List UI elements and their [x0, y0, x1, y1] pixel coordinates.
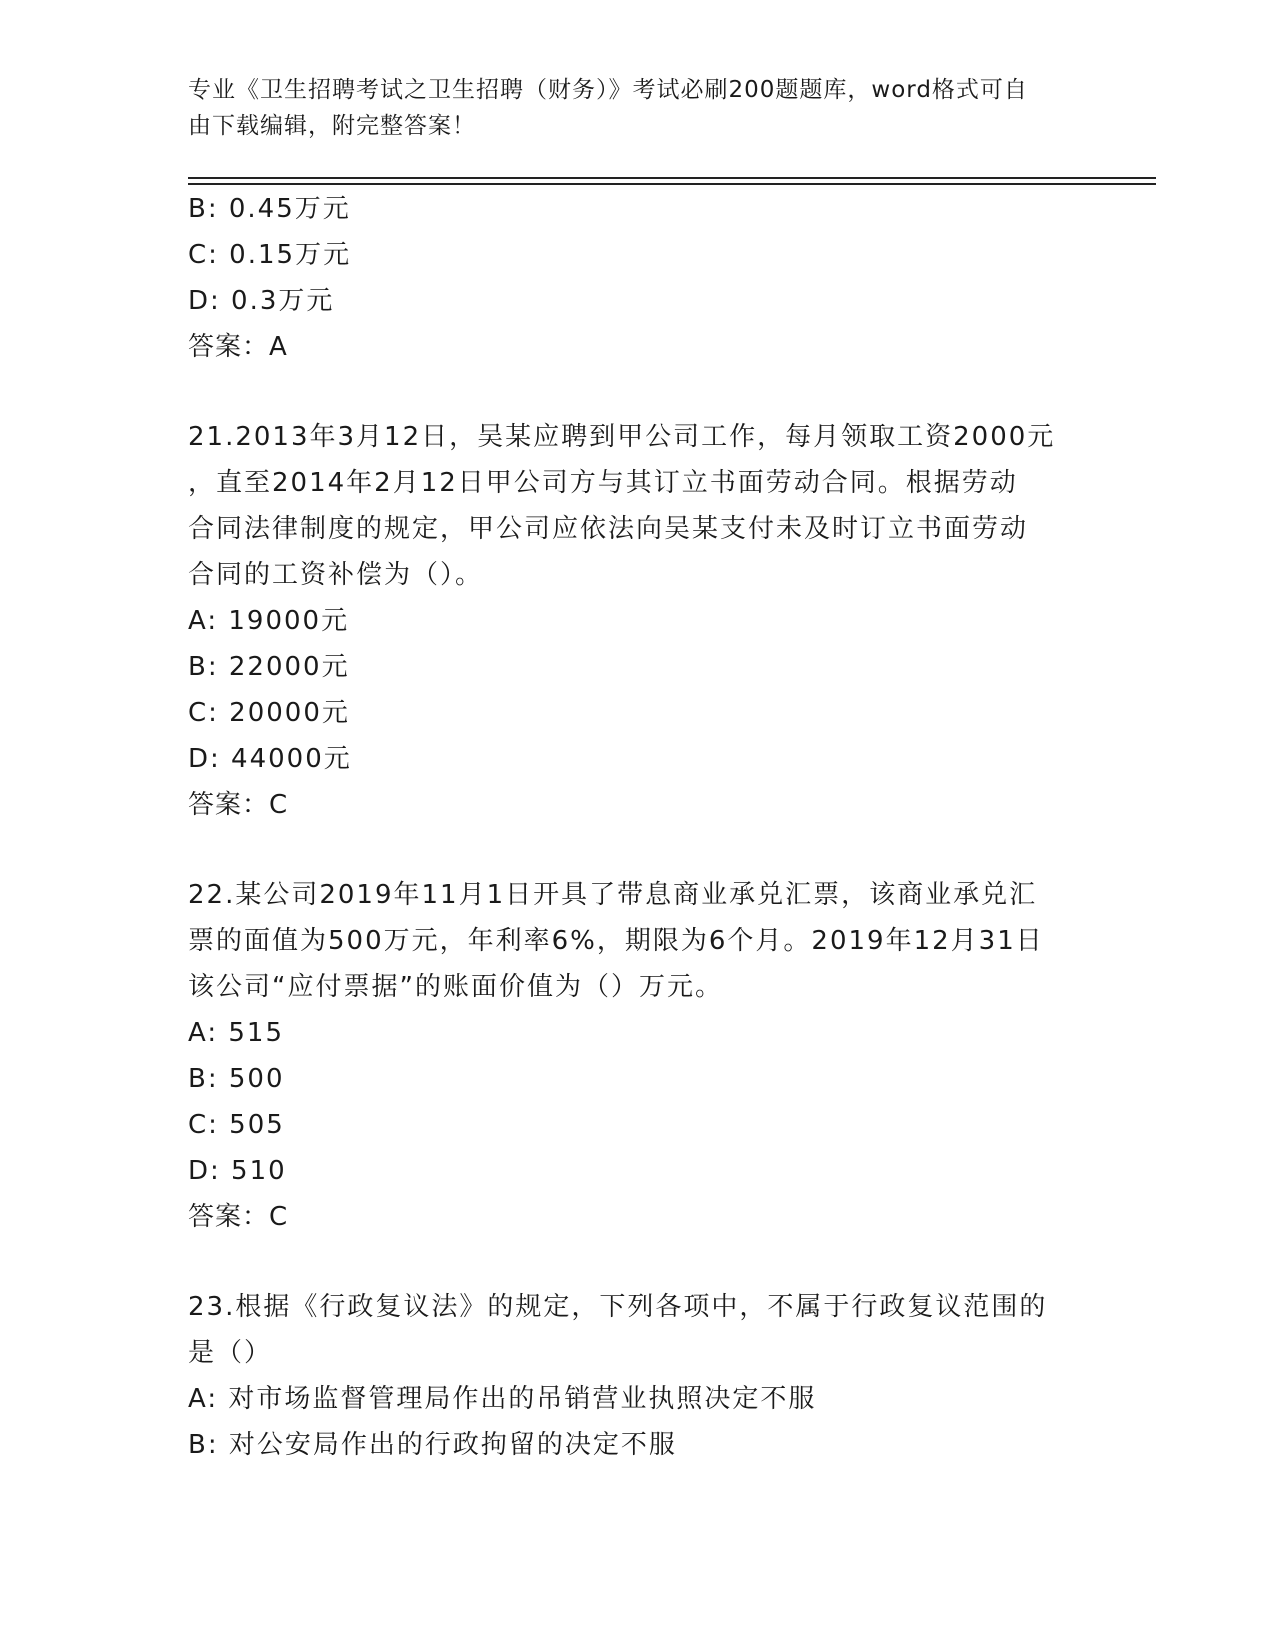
previous-question-tail — [188, 186, 1088, 370]
option-b: B: 0.45万元 — [188, 194, 351, 224]
question-21 — [188, 414, 1088, 828]
answer-line: 答案：C — [188, 790, 289, 820]
option-a: A: 对市场监督管理局作出的吊销营业执照决定不服 — [188, 1384, 817, 1414]
question-text-line: 该公司“应付票据”的账面价值为（）万元。 — [188, 972, 723, 1002]
header-rule-top — [188, 177, 1156, 179]
question-text-line: 是（） — [188, 1338, 273, 1368]
question-text-line: 22.某公司2019年11月1日开具了带息商业承兑汇票，该商业承兑汇 — [188, 880, 1038, 910]
question-text-line: 合同法律制度的规定，甲公司应依法向吴某支付未及时订立书面劳动 — [188, 514, 1029, 544]
option-d: D: 44000元 — [188, 744, 352, 774]
document-header — [188, 72, 1068, 144]
option-c: C: 20000元 — [188, 698, 350, 728]
option-c: C: 0.15万元 — [188, 240, 352, 270]
question-text-line: ，直至2014年2月12日甲公司方与其订立书面劳动合同。根据劳动 — [188, 468, 1018, 498]
option-b: B: 对公安局作出的行政拘留的决定不服 — [188, 1430, 677, 1460]
option-a: A: 19000元 — [188, 606, 350, 636]
document-content — [188, 186, 1088, 1468]
question-text-line: 23.根据《行政复议法》的规定，下列各项中，不属于行政复议范围的 — [188, 1292, 1048, 1322]
option-a: A: 515 — [188, 1018, 284, 1048]
answer-line: 答案：A — [188, 332, 288, 362]
question-text-line: 合同的工资补偿为（）。 — [188, 560, 484, 590]
header-rule-bottom — [188, 183, 1156, 185]
option-d: D: 0.3万元 — [188, 286, 335, 316]
question-22 — [188, 872, 1088, 1240]
header-line-1: 专业《卫生招聘考试之卫生招聘（财务）》考试必刷200题题库，word格式可自 — [188, 77, 1028, 103]
header-line-2: 由下载编辑，附完整答案！ — [188, 113, 476, 139]
question-23 — [188, 1284, 1088, 1468]
question-text-line: 票的面值为500万元，年利率6%，期限为6个月。2019年12月31日 — [188, 926, 1044, 956]
option-c: C: 505 — [188, 1110, 285, 1140]
option-b: B: 22000元 — [188, 652, 350, 682]
option-b: B: 500 — [188, 1064, 285, 1094]
answer-line: 答案：C — [188, 1202, 289, 1232]
option-d: D: 510 — [188, 1156, 287, 1186]
question-text-line: 21.2013年3月12日，吴某应聘到甲公司工作，每月领取工资2000元 — [188, 422, 1056, 452]
